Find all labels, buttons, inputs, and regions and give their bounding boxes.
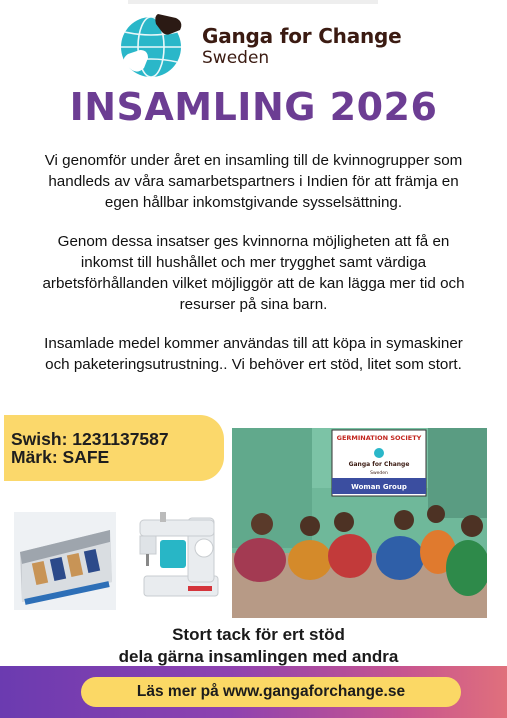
text-line: egen hållbar inkomstgivande sysselsättning. — [104, 194, 403, 211]
org-country: Sweden — [202, 48, 270, 68]
banner-country: Sweden — [370, 471, 388, 476]
funds-paragraph — [6, 333, 501, 375]
impact-paragraph — [6, 231, 501, 315]
banner-group: Woman Group — [351, 483, 407, 491]
text-line: Genom dessa insatser ges kvinnorna möjligheten att få en — [57, 233, 450, 250]
text-line: arbetsförhållanden vilket möjliggör att de kan lägga mer tid och — [42, 275, 465, 292]
text-line: handleds av våra samarbetspartners i Indien för att främja en — [48, 173, 459, 190]
top-divider — [128, 0, 378, 4]
text-line: och paketeringsutrustning.. Vi behöver ert stöd, litet som stort. — [45, 356, 462, 373]
share-line: dela gärna insamlingen med andra — [118, 647, 399, 666]
intro-paragraph — [6, 150, 501, 213]
read-more-link[interactable] — [81, 677, 461, 707]
text-line: Insamlade medel kommer användas till att köpa in symaskiner — [44, 335, 463, 352]
bag-sealer-machine-image — [14, 512, 116, 610]
globe-hands-logo-icon — [118, 10, 188, 80]
swish-number: Swish: 1231137587 — [11, 429, 169, 449]
banner-title: GERMINATION SOCIETY — [336, 434, 422, 442]
text-line: resurser på sina barn. — [179, 296, 328, 313]
thanks-line: Stort tack för ert stöd — [172, 625, 345, 644]
text-line: Vi genomför under året en insamling till de kvinnogrupper som — [44, 152, 463, 169]
women-group-photo — [232, 428, 487, 618]
banner-org: Ganga for Change — [348, 461, 410, 468]
swish-reference: Märk: SAFE — [11, 447, 110, 467]
group-photo-illustration — [232, 428, 487, 618]
org-name: Ganga for Change — [202, 24, 402, 48]
sewing-machine-image — [130, 506, 222, 610]
text-line: inkomst till hushållet och mer trygghet samt värdiga — [80, 254, 427, 271]
page-title: INSAMLING 2026 — [69, 85, 438, 129]
read-more-text: Läs mer på www.gangaforchange.se — [136, 683, 406, 700]
